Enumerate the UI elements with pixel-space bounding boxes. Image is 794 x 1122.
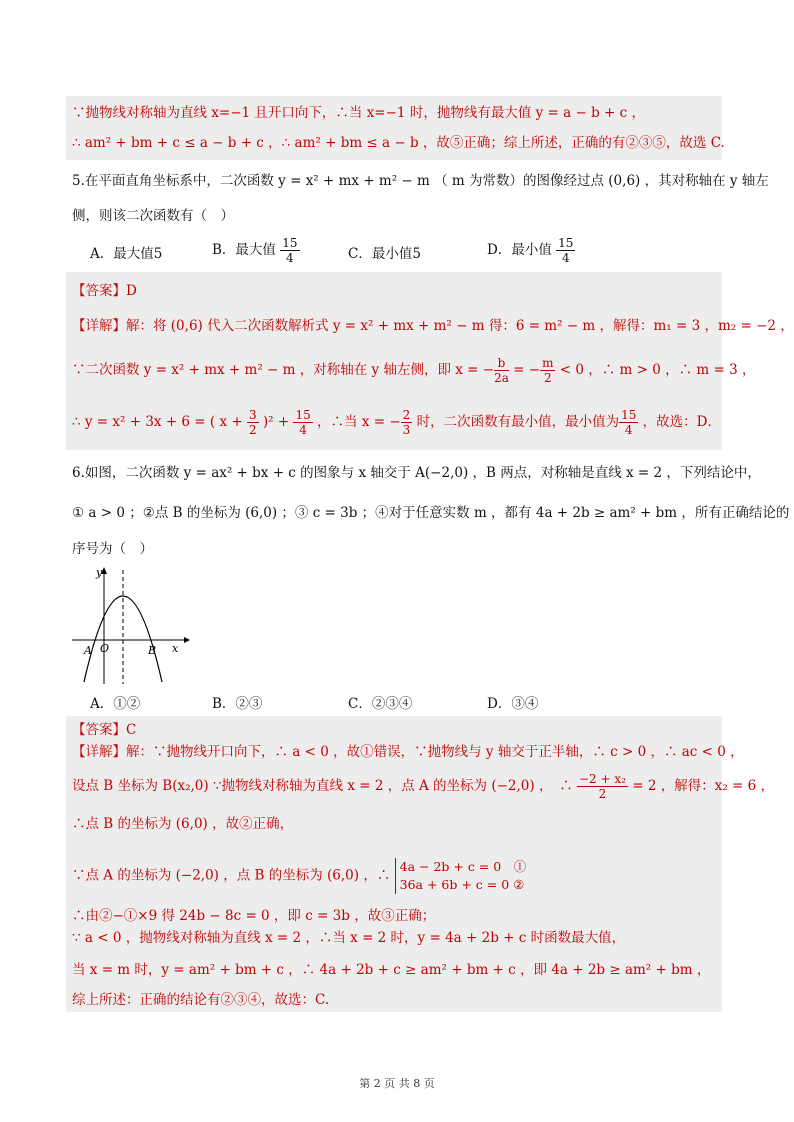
- x-axis-arrow: [184, 637, 190, 643]
- question-6-stem: 序号为（ ）: [72, 541, 153, 557]
- option-d-label: D．最小值: [487, 242, 552, 258]
- solution-line: ∴由②−①×9 得 24b − 8c = 0 ，即 c = 3b ，故③正确；: [72, 908, 436, 924]
- label-a: A: [84, 644, 92, 657]
- solution-line: ∴ am² + bm + c ≤ a − b + c ，∴ am² + bm ≤ a − b ，故⑤正确；综上所述，正确的有②③⑤，故选 C.: [72, 135, 725, 151]
- label-o: O: [100, 642, 110, 655]
- solution-line: 【详解】解：将 (0,6) 代入二次函数解析式 y = x² + mx + m² − m 得：6 = m² − m ，解得：m₁ = 3 ，m₂ = −2 ，: [72, 318, 794, 334]
- answer-label: 【答案】C: [72, 722, 137, 738]
- option-c: C．②③④: [348, 696, 413, 712]
- option-c: C．最小值5: [348, 246, 421, 262]
- label-x: x: [172, 642, 179, 655]
- solution-line: ∴点 B 的坐标为 (6,0) ，故②正确，: [72, 816, 294, 832]
- option-d: [487, 236, 575, 265]
- parabola-figure: [68, 560, 198, 688]
- label-b: B: [148, 644, 157, 657]
- question-6-stem: ① a > 0 ；②点 B 的坐标为 (6,0) ；③ c = 3b ；④对于任意实数 m ，都有 4a + 2b ≥ am² + bm ，所有正确结论的: [72, 505, 790, 521]
- solution-line: 设点 B 坐标为 B(x₂,0) ∵抛物线对称轴为直线 x = 2 ，点 A 的坐标为 (−2,0) ， ∴ $\frac{\text{−2 + x₂}}{2}$ = 2 ，解得：x₂ = 6 ，: [72, 772, 775, 801]
- option-b: B．②③: [212, 696, 263, 712]
- option-b-label: B．最大值: [212, 242, 276, 258]
- solution-line: ∴ y = x² + 3x + 6 = ( x + $\frac{3}{2}$ )² + $\frac{15}{4}$ ，∴当 x = − $\frac{2}{3}$ 时，二次函数有最小值，最小值为 $\frac{15}{4}$ ，故选：D．: [72, 408, 722, 437]
- solution-line: 【详解】解：∵抛物线开口向下，∴ a < 0 ，故①错误，∵抛物线与 y 轴交于正半轴，∴ c > 0 ，∴ ac < 0 ，: [72, 744, 744, 760]
- answer-label: 【答案】D: [72, 283, 137, 299]
- fraction: $\frac{15}{4}$: [282, 236, 298, 265]
- page-footer: 第 2 页 共 8 页: [359, 1077, 435, 1090]
- option-a: A．最大值5: [90, 246, 163, 262]
- solution-line: ∵二次函数 y = x² + mx + m² − m ，对称轴在 y 轴左侧，即 x = − $\frac{b}{2a}$ = − $\frac{m}{2}$ < 0 ，∴ m > 0 ，∴ m = 3 ，: [72, 356, 756, 385]
- solution-line: 综上所述：正确的结论有②③④，故选：C.: [72, 992, 330, 1008]
- solution-line: ∵点 A 的坐标为 (−2,0) ，点 B 的坐标为 (6,0) ，∴ 4a − 2b + c = 0 ① 36a + 6b + c = 0 ②: [72, 859, 527, 892]
- option-a: A．①②: [90, 696, 141, 712]
- solution-line: ∵抛物线对称轴为直线 x=−1 且开口向下，∴当 x=−1 时，抛物线有最大值 y = a − b + c ，: [72, 105, 645, 121]
- question-5-stem: 5.在平面直角坐标系中，二次函数 y = x² + mx + m² − m （ m 为常数）的图像经过点 (0,6) ，其对称轴在 y 轴左: [72, 173, 769, 189]
- fraction: $\frac{15}{4}$: [558, 236, 574, 265]
- label-y: y: [96, 566, 103, 579]
- question-6-stem: 6.如图，二次函数 y = ax² + bx + c 的图象与 x 轴交于 A(−2,0) ，B 两点，对称轴是直线 x = 2 ，下列结论中，: [72, 465, 761, 481]
- option-d: D．③④: [487, 696, 539, 712]
- solution-line: ∵ a < 0 ，抛物线对称轴为直线 x = 2 ，∴当 x = 2 时，y = 4a + 2b + c 时函数最大值，: [72, 930, 626, 946]
- question-5-stem: 侧，则该二次函数有（ ）: [72, 208, 234, 224]
- option-b: [212, 236, 300, 265]
- solution-line: 当 x = m 时，y = am² + bm + c ，∴ 4a + 2b + c ≥ am² + bm + c ，即 4a + 2b ≥ am² + bm ，: [72, 962, 711, 978]
